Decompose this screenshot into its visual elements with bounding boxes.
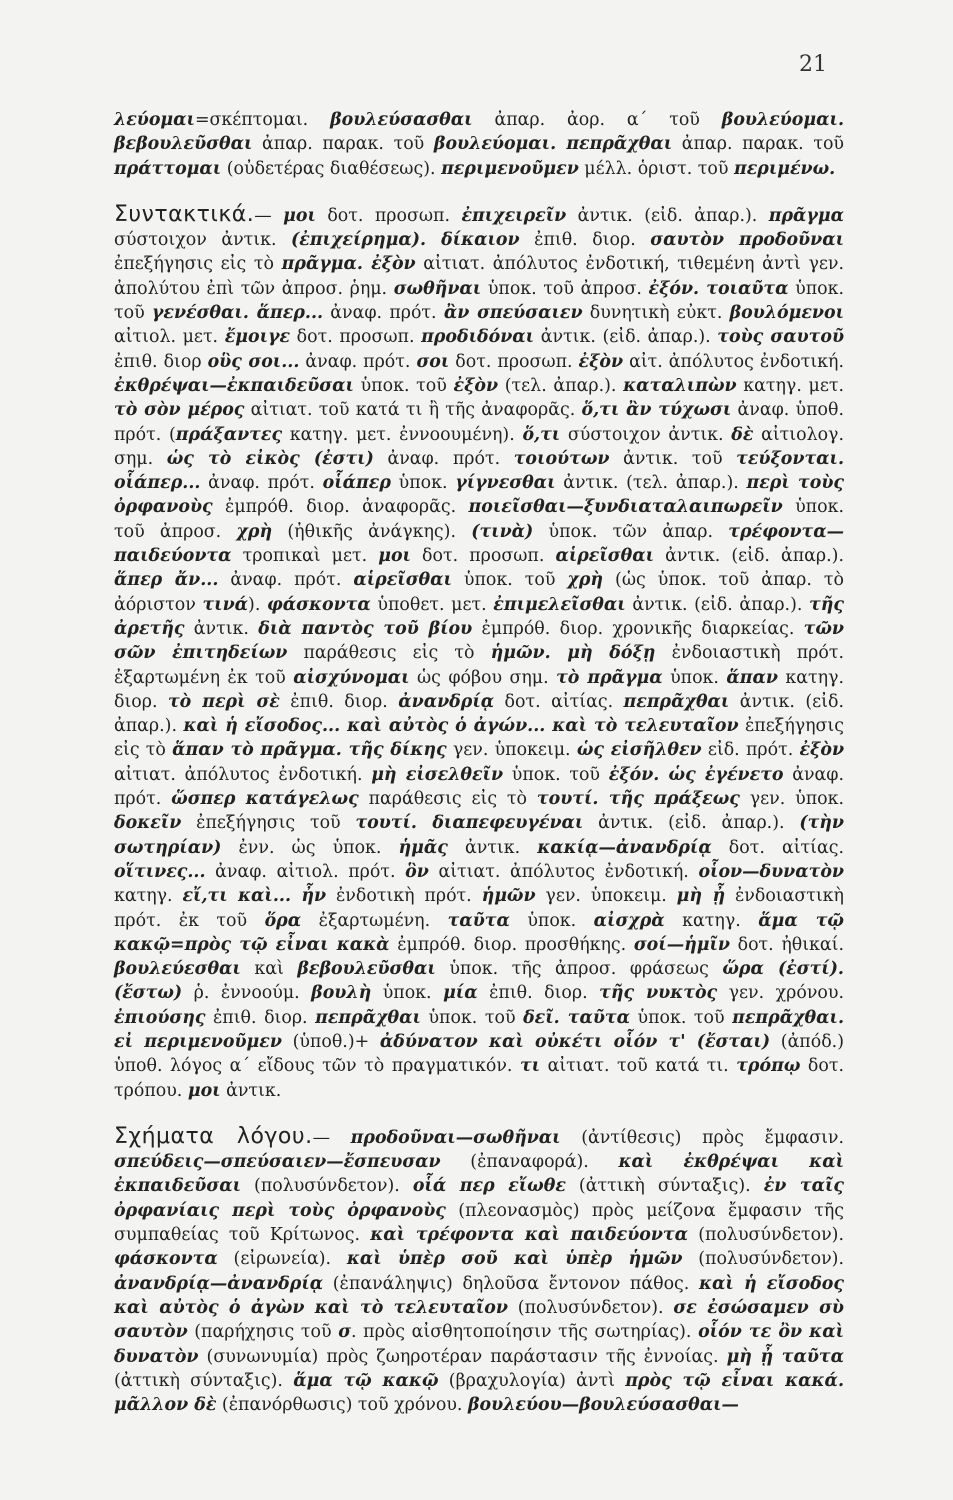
gloss-text: ἐπιθ. διορ.	[205, 1007, 316, 1028]
greek-term: πεπρᾶχθαι	[623, 691, 730, 712]
gloss-text: κατηγ. διορ.	[114, 667, 844, 712]
gloss-text: (εἰρωνεία).	[217, 1249, 347, 1270]
gloss-text: ἀναφ. πρότ.	[299, 351, 417, 372]
gloss-text: ὑποθετ. μετ.	[370, 594, 494, 615]
greek-term: ἐπιούσης	[114, 1007, 206, 1028]
gloss-text: ὑποκ.	[390, 473, 456, 494]
greek-term: ὥσπερ κατάγελως	[171, 789, 359, 810]
gloss-text: κατηγ. μετ. ἐννοουμένη).	[282, 424, 523, 445]
gloss-text: ὑποκ. τῆς ἀπροσ. φράσεως	[435, 959, 723, 980]
greek-term: αἱρεῖσθαι	[353, 570, 452, 591]
gloss-text: δοτ. προσωπ.	[449, 351, 579, 372]
greek-term: τουτί. διαπεφευγέναι	[355, 813, 584, 834]
gloss-text: —	[254, 205, 284, 226]
greek-term: ἐν ταῖς ὀρφανίαις περὶ τοὺς ὀρφανοὺς	[114, 1176, 844, 1221]
greek-term: δοκεῖν	[114, 813, 182, 834]
gloss-text: (ἀττικὴ σύνταξις).	[565, 1176, 764, 1197]
greek-term: αἰσχρὰ	[593, 910, 665, 931]
gloss-text: ὑποκ. τοῦ	[353, 375, 454, 396]
gloss-text: ἐπεξήγησις εἰς τὸ	[114, 716, 844, 761]
greek-term: ἐξόν. τοιαῦτα	[648, 278, 789, 299]
greek-term: τοὺς σαυτοῦ	[717, 327, 845, 348]
gloss-text: εἰδ. πρότ.	[701, 740, 800, 761]
gloss-text: γεν. ὑποκ.	[739, 789, 844, 810]
gloss-text: ὑποκ.	[509, 910, 594, 931]
figures-heading: Σχήματα λόγου.	[114, 1123, 313, 1149]
greek-term: γενέσθαι. ἅπερ...	[151, 303, 324, 324]
gloss-text: ἀντικ. (εἰδ. ἀπαρ.).	[654, 546, 844, 567]
greek-term: ταῦτα	[447, 910, 510, 931]
gloss-text: ὑποκ. τοῦ	[630, 1007, 733, 1028]
greek-term: βουλὴ	[311, 983, 372, 1004]
greek-term: δὲ	[731, 424, 754, 445]
gloss-text: αἰτιατ. τοῦ κατά τι.	[540, 1056, 737, 1077]
greek-term: μία	[443, 983, 478, 1004]
gloss-text: ἀπαρ. παρακ. τοῦ	[672, 134, 844, 155]
greek-term: χρὴ	[236, 521, 273, 542]
paragraph-spacer	[114, 1103, 844, 1125]
definitions-paragraph	[114, 108, 844, 181]
greek-term: τουτί. τῆς πράξεως	[536, 789, 740, 810]
syntax-body	[114, 206, 844, 1101]
gloss-text: ἀναφ. ὑποθ. πρότ. (	[114, 400, 844, 445]
greek-term: ἡμῶν	[481, 886, 536, 907]
greek-term: ἀδύνατον καὶ οὐκέτι οἷόν τ' (ἔσται)	[379, 1031, 771, 1052]
gloss-text: ὑποκ.	[371, 983, 444, 1004]
gloss-text: ἀντικ.	[184, 618, 259, 639]
gloss-text: ὑποκ. τοῦ	[451, 570, 568, 591]
greek-term: πρᾶγμα. ἐξὸν	[281, 254, 416, 275]
gloss-text: ὡς φόβου σημ.	[409, 667, 557, 688]
gloss-text: ἐπιθ. διορ.	[477, 983, 600, 1004]
gloss-text: κατηγ. μετ.	[736, 375, 845, 396]
greek-term: ἐξὸν	[799, 740, 845, 761]
greek-term: ὅρα	[264, 910, 302, 931]
greek-term: ἀνανδρίᾳ—ἀνανδρίᾳ	[114, 1273, 324, 1294]
greek-term: τινά	[202, 594, 249, 615]
gloss-text: ἀναφ. πρότ.	[218, 570, 354, 591]
greek-term: ἡμᾶς	[398, 837, 448, 858]
greek-term: οἷάπερ	[322, 473, 391, 494]
gloss-text: δοτ. προσωπ.	[410, 546, 556, 567]
gloss-text: ἀντικ.	[220, 1080, 282, 1101]
greek-term: ἅπερ ἄν...	[114, 570, 219, 591]
gloss-text: τροπικαὶ μετ.	[231, 546, 379, 567]
greek-term: καὶ ἡ εἴσοδος καὶ αὐτὸς ὁ ἀγὼν καὶ τὸ τελευταῖον	[114, 1273, 844, 1318]
gloss-text: ἀντικ. (εἰδ. ἀπαρ.).	[114, 691, 844, 737]
gloss-text: δοτ. ἠθικαί.	[729, 934, 845, 955]
greek-term: ἅπαν τὸ πρᾶγμα. τῆς δίκης	[172, 740, 447, 761]
gloss-text: αἰτιατ. ἀπόλυτος ἐνδοτική.	[114, 764, 372, 785]
gloss-text: γεν. ὑποκειμ.	[535, 886, 677, 907]
greek-term: τοιούτων	[513, 448, 610, 469]
gloss-text: (τελ. ἀπαρ.).	[498, 375, 624, 396]
gloss-text: αἰτιατ. τοῦ κατά τι ἢ τῆς ἀναφορᾶς.	[244, 400, 582, 421]
gloss-text: (συνωνυμία) πρὸς ζωηροτέραν παράστασιν τῆς ἐννοίας.	[198, 1346, 727, 1367]
greek-term: ἔμοιγε	[224, 327, 291, 348]
gloss-text: ἐνδοιαστικὴ πρότ. ἐξαρτωμένη ἐκ τοῦ	[114, 643, 844, 688]
gloss-text: δοτ. προσωπ.	[315, 205, 462, 226]
gloss-text: (ὡς ὑποκ. τοῦ ἀπαρ. τὸ ἀόριστον	[114, 570, 844, 615]
gloss-text: ἀναφ. πρότ.	[323, 303, 444, 324]
gloss-text: παράθεσις εἰς τὸ	[287, 643, 491, 664]
gloss-text: ἀντικ. τοῦ	[609, 448, 737, 469]
greek-term: ὅ,τι ἂν τύχωσι	[581, 400, 732, 421]
greek-term: ἐξὸν	[578, 351, 624, 372]
gloss-text: ὑποκ. τοῦ ἀπροσ.	[114, 497, 844, 542]
gloss-text: ἐνδοτικὴ πρότ.	[326, 886, 482, 907]
gloss-text: ἐπιθ. διορ.	[279, 691, 399, 712]
greek-term: τῆς νυκτὸς	[599, 983, 718, 1004]
greek-term: (τινὰ)	[471, 521, 534, 542]
gloss-text: γεν. χρόνου.	[717, 983, 845, 1004]
greek-term: σε ἐσώσαμεν σὺ σαυτὸν	[114, 1297, 844, 1343]
gloss-text: δοτ. προσωπ.	[290, 327, 422, 348]
greek-term: σπεύδεις—σπεύσαιεν—ἔσπευσαν	[114, 1152, 441, 1173]
gloss-text: ἐμπρόθ. διορ. ἀναφορᾶς.	[212, 497, 469, 518]
greek-term: καὶ ἡ εἴσοδος... καὶ αὐτὸς ὁ ἀγών... καὶ τὸ τελευταῖον	[183, 716, 739, 737]
greek-term: τὸ σὸν μέρος	[114, 400, 245, 421]
greek-term: ἐπιχειρεῖν	[461, 205, 567, 226]
gloss-text: καὶ	[240, 959, 298, 980]
greek-term: πεπρᾶχθαι. εἰ περιμενοῦμεν	[114, 1007, 844, 1052]
gloss-text: αἰτιολογ. σημ.	[114, 424, 844, 469]
gloss-text: (ἐπανόρθωσις) τοῦ χρόνου.	[216, 1395, 468, 1416]
gloss-text: ἀναφ. αἰτιολ. πρότ.	[205, 861, 406, 882]
greek-term: καὶ ἐκθρέψαι καὶ ἐκπαιδεῦσαι	[114, 1152, 844, 1197]
greek-term: καὶ τρέφοντα καὶ παιδεύοντα	[370, 1225, 689, 1246]
gloss-text: ὑποκ.	[662, 667, 727, 688]
gloss-text: (ἀττικὴ σύνταξις).	[114, 1370, 294, 1391]
greek-term: βουλεύσασθαι	[330, 110, 473, 130]
gloss-text: =σκέπτομαι.	[194, 110, 331, 130]
gloss-text: ἀναφ. πρότ.	[373, 448, 514, 469]
greek-term: τὸ πρᾶγμα	[556, 667, 663, 688]
gloss-text: (ἠθικῆς ἀνάγκης).	[272, 521, 472, 542]
gloss-text: αἰτιατ. ἀπόλυτος ἐνδοτική.	[428, 861, 699, 882]
greek-term: δεῖ. ταῦτα	[523, 1007, 630, 1028]
gloss-text: ἀντικ. (εἰδ. ἀπαρ.).	[625, 594, 810, 615]
greek-term: οὓς σοι...	[207, 351, 300, 372]
gloss-text: ἀντικ. (εἰδ. ἀπαρ.).	[583, 813, 800, 834]
greek-term: ἅμα τῷ κακῷ	[293, 1370, 439, 1391]
gloss-text: ἐμπρόθ. διορ. χρονικῆς διαρκείας.	[472, 618, 804, 639]
gloss-text: μέλλ. ὁριστ. τοῦ	[578, 158, 734, 179]
greek-term: χρὴ	[567, 570, 604, 591]
gloss-text: (ὑποθ.)+	[281, 1031, 380, 1052]
gloss-text: (ἐπαναφορά).	[440, 1152, 619, 1173]
text-body	[114, 108, 844, 1417]
gloss-text: (πολυσύνδετον).	[688, 1225, 844, 1246]
greek-term: πεπρᾶχθαι	[315, 1007, 421, 1028]
greek-term: (ἐπιχείρημα). δίκαιον	[291, 230, 520, 251]
greek-term: προδοῦναι—σωθῆναι	[350, 1127, 561, 1148]
greek-term: μοι	[283, 205, 316, 226]
greek-term: εἴ,τι καὶ... ἦν	[182, 886, 327, 907]
gloss-text: ὑποκ. τῶν ἀπαρ.	[533, 521, 729, 542]
gloss-text: ἐνν. ὡς ὑποκ.	[221, 837, 399, 858]
gloss-text: ἀντικ.	[447, 837, 538, 858]
gloss-text: (ἀντίθεσις) πρὸς ἔμφασιν.	[560, 1127, 844, 1148]
greek-term: ὅ,τι	[522, 424, 561, 445]
gloss-text: ὑποκ. τοῦ	[503, 764, 609, 785]
greek-term: οἷόν τε ὂν καὶ δυνατὸν	[114, 1322, 844, 1367]
greek-term: μοι	[378, 546, 411, 567]
gloss-text: (ἀπόδ.) ὑποθ. λόγος α΄ εἴδους τῶν τὸ πραγματικόν.	[114, 1031, 844, 1077]
figures-body	[114, 1128, 844, 1415]
gloss-text: ἀντικ. (τελ. ἀπαρ.).	[555, 473, 747, 494]
gloss-text: . πρὸς αἰσθητοποίησιν τῆς σωτηρίας).	[351, 1322, 699, 1343]
greek-term: σαυτὸν προδοῦναι	[650, 230, 844, 251]
greek-term: μὴ εἰσελθεῖν	[371, 764, 504, 785]
gloss-text: ἀπαρ. παρακ. τοῦ	[252, 134, 434, 155]
greek-term: βουλεύομαι. πεπρᾶχθαι	[433, 134, 673, 155]
greek-term: προδιδόναι	[421, 327, 535, 348]
greek-term: πράξαντες	[175, 424, 283, 445]
greek-term: αἱρεῖσθαι	[555, 546, 655, 567]
greek-term: σοί—ἡμῖν	[633, 934, 730, 955]
greek-term: οἷά περ εἴωθε	[412, 1176, 566, 1197]
greek-term: οἵτινες...	[114, 861, 206, 882]
gloss-text: ὑποκ. τοῦ	[114, 278, 844, 324]
gloss-text: δυνητικὴ εὐκτ.	[582, 303, 730, 324]
greek-term: ἐπιμελεῖσθαι	[493, 594, 626, 615]
gloss-text: ἐμπρόθ. διορ. προσθήκης.	[389, 934, 634, 955]
paragraph-spacer	[114, 181, 844, 203]
gloss-text: δοτ. αἰτίας.	[711, 837, 844, 858]
gloss-text: ἀναφ. πρότ.	[200, 473, 323, 494]
greek-term: ἡμῶν. μὴ δόξῃ	[490, 643, 656, 664]
greek-term: σωθῆναι	[393, 278, 482, 299]
greek-term: πρᾶγμα	[768, 205, 845, 226]
greek-term: φάσκοντα	[267, 594, 371, 615]
greek-term: τρέφοντα—παιδεύοντα	[114, 521, 844, 567]
greek-term: σ	[338, 1322, 352, 1343]
greek-term: ὡς τὸ εἰκὸς (ἐστι)	[166, 448, 374, 469]
greek-term: ἐξόν. ὡς ἐγένετο	[608, 764, 784, 785]
gloss-text: (παρήχησις τοῦ	[187, 1322, 339, 1343]
greek-term: βουλεύεσθαι	[114, 959, 241, 980]
gloss-text: ἀναφ. πρότ.	[114, 764, 844, 810]
greek-term: πρὸς τῷ εἶναι κακά. μᾶλλον δὲ	[114, 1370, 844, 1416]
gloss-text: —	[312, 1127, 351, 1148]
gloss-text: παράθεσις εἰς τὸ	[358, 789, 537, 810]
gloss-text: ἀπαρ. ἀορ. α΄ τοῦ	[472, 110, 722, 130]
gloss-text: ἐνδοιαστικὴ πρότ. ἐκ τοῦ	[114, 886, 844, 931]
gloss-text: αἰτιατ. ἀπόλυτος ἐνδοτική, τιθεμένη ἀντὶ γεν. ἀπολύτου ἐπὶ τῶν ἀπροσ. ῥημ.	[114, 254, 844, 299]
greek-term: μοι	[187, 1080, 221, 1101]
greek-term: ὃν	[405, 861, 429, 882]
greek-term: περιμενοῦμεν	[441, 158, 579, 179]
gloss-text: αἰτιολ. μετ.	[114, 327, 225, 348]
greek-term: τι	[519, 1056, 541, 1077]
page-number: 21	[799, 52, 827, 77]
greek-term: ἅπαν	[726, 667, 778, 688]
greek-term: ἂν σπεύσαιεν	[443, 303, 583, 324]
gloss-text: ἐπιθ. διορ	[114, 351, 208, 372]
greek-term: περιμένω.	[733, 158, 836, 179]
gloss-text: δοτ. τρόπου.	[114, 1056, 844, 1101]
greek-term: βουλόμενοι	[729, 303, 844, 324]
figures-paragraph	[114, 1125, 844, 1418]
greek-term: βουλεύου—βουλεύσασθαι—	[467, 1395, 739, 1416]
gloss-text: (ἐπανάληψις) δηλοῦσα ἔντονον πάθος.	[323, 1273, 699, 1294]
greek-term: μὴ ᾖ	[676, 886, 726, 907]
gloss-text: (πολυσύνδετον).	[507, 1297, 674, 1318]
gloss-text: (οὐδετέρας διαθέσεως).	[221, 158, 442, 179]
greek-term: ποιεῖσθαι—ξυνδιαταλαιπωρεῖν	[468, 497, 783, 518]
gloss-text: (πολυσύνδετον).	[241, 1176, 413, 1197]
gloss-text: ἀντικ. (εἰδ. ἀπαρ.).	[534, 327, 718, 348]
gloss-text: γεν. ὑποκειμ.	[446, 740, 577, 761]
greek-term: λεύομαι	[114, 110, 195, 130]
gloss-text: σύστοιχον ἀντικ.	[114, 230, 292, 251]
greek-term: καὶ ὑπὲρ σοῦ καὶ ὑπὲρ ἡμῶν	[346, 1249, 683, 1270]
greek-term: φάσκοντα	[114, 1249, 218, 1270]
greek-term: βεβουλεῦσθαι	[297, 959, 436, 980]
greek-term: ἀνανδρίᾳ	[398, 691, 495, 712]
greek-term: περὶ τοὺς ὀρφανοὺς	[114, 473, 844, 518]
greek-term: (τὴν σωτηρίαν)	[114, 813, 844, 858]
greek-term: τῆς ἀρετῆς	[114, 594, 844, 639]
greek-term: ἐξὸν	[453, 375, 499, 396]
greek-term: τεύξονται. οἷάπερ...	[114, 448, 844, 494]
greek-term: μὴ ᾖ ταῦτα	[726, 1346, 844, 1367]
gloss-text: ).	[248, 594, 267, 615]
gloss-text: αἰτ. ἀπόλυτος ἐνδοτική.	[623, 351, 844, 372]
gloss-text: σύστοιχον ἀντικ.	[560, 424, 732, 445]
gloss-text: ἀντικ. (εἰδ. ἀπαρ.).	[566, 205, 769, 226]
syntax-heading: Συντακτικά.	[114, 201, 255, 227]
greek-term: ὥρα (ἐστί). (ἔστω)	[114, 959, 844, 1004]
gloss-text: ὑποκ. τοῦ	[420, 1007, 524, 1028]
greek-term: βουλεύομαι. βεβουλεῦσθαι	[114, 110, 844, 155]
greek-term: οἷον—δυνατὸν	[698, 861, 844, 882]
gloss-text: κατηγ.	[114, 886, 183, 907]
gloss-text: (πολυσύνδετον).	[682, 1249, 844, 1270]
syntax-paragraph	[114, 203, 844, 1103]
gloss-text: ἐπιθ. διορ.	[519, 230, 651, 251]
gloss-text: ἐξαρτωμένη.	[301, 910, 448, 931]
greek-term: τὸ περὶ σὲ	[167, 691, 280, 712]
greek-term: πράττομαι	[114, 158, 222, 179]
greek-term: κακίᾳ—ἀνανδρίᾳ	[537, 837, 712, 858]
gloss-text: ἐπεξήγησις τοῦ	[181, 813, 356, 834]
greek-term: αἰσχύνομαι	[293, 667, 410, 688]
greek-term: γίγνεσθαι	[455, 473, 556, 494]
greek-term: ἐκθρέψαι—ἐκπαιδεῦσαι	[114, 375, 354, 396]
gloss-text: ῥ. ἐννοούμ.	[182, 983, 312, 1004]
greek-term: ἅμα τῷ κακῷ=πρὸς τῷ εἶναι κακὰ	[114, 910, 844, 955]
greek-term: τῶν σῶν ἐπιτηδείων	[114, 618, 844, 664]
greek-term: ὡς εἰσῆλθεν	[576, 740, 702, 761]
gloss-text: δοτ. αἰτίας.	[494, 691, 624, 712]
greek-term: σοι	[416, 351, 450, 372]
gloss-text: ἐπεξήγησις εἰς τὸ	[114, 254, 282, 275]
greek-term: τρόπῳ	[736, 1056, 801, 1077]
gloss-text: κατηγ.	[664, 910, 759, 931]
greek-term: καταλιπὼν	[623, 375, 737, 396]
greek-term: διὰ παντὸς τοῦ βίου	[258, 618, 473, 639]
gloss-text: (βραχυλογία) ἀντὶ	[438, 1370, 626, 1391]
gloss-text: ὑποκ. τοῦ ἀπροσ.	[481, 278, 649, 299]
gloss-text: (πλεονασμὸς) πρὸς μείζονα ἔμφασιν τῆς συμπαθείας τοῦ Κρίτωνος.	[114, 1200, 844, 1246]
